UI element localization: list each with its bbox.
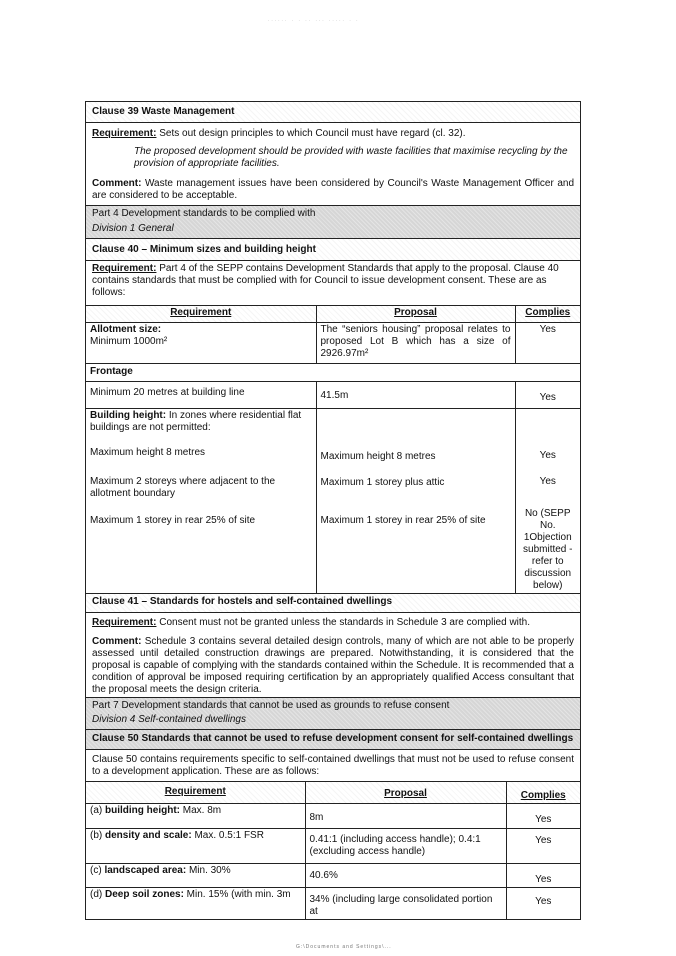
clause-40-standards-table (86, 306, 580, 594)
comment-text: Waste management issues have been considered by Council's Waste Management Officer and are considered to be acceptable. (92, 178, 574, 201)
table-row: (c) landscaped area: Min. 30% 40.6% Yes (86, 864, 580, 888)
table-row (86, 364, 580, 382)
clause-50-standards-table (86, 782, 580, 919)
col-header-complies: Complies (515, 306, 580, 323)
clause-41-body (86, 613, 580, 698)
requirement-text: Part 4 of the SEPP contains Development Standards that apply to the proposal. Clause 40 contains standards that must be complied with for Council to issue development consent. These are as follows: (92, 263, 559, 298)
height-prop-2: Maximum 1 storey plus attic (320, 477, 445, 488)
col-header-requirement: Requirement (86, 782, 305, 804)
height-complies-2: Yes (539, 476, 556, 487)
table-row (86, 382, 580, 409)
table-row (86, 409, 580, 594)
allotment-complies: Yes (515, 323, 580, 364)
frontage-requirement: Minimum 20 metres at building line (86, 382, 316, 409)
table-row: (d) Deep soil zones: Min. 15% (with min. 3m 34% (including large consolidated portion at Yes (86, 888, 580, 920)
part-7-division: Division 4 Self-contained dwellings (92, 714, 246, 725)
table-row: (a) building height: Max. 8m 8m Yes (86, 804, 580, 829)
frontage-complies: Yes (515, 382, 580, 409)
part-4-title: Part 4 Development standards to be complied with (92, 208, 316, 219)
comment-text: Schedule 3 contains several detailed design controls, many of which are not able to be properly assessed until detailed construction drawings are prepared. Notwithstanding, it is considered that the proposal is capable of complying with the standards contained within the Schedule. It is recommended that a condition of approval be imposed requiring certification by an appropriately qualified Access consultant that the proposal meets the design criteria. (92, 636, 574, 695)
height-req-2: Maximum 2 storeys where adjacent to the allotment boundary (90, 476, 276, 499)
requirement-label: Requirement: (92, 128, 157, 139)
requirement-text: Sets out design principles to which Council must have regard (cl. 32). (156, 128, 466, 139)
col-header-proposal: Proposal (305, 782, 506, 804)
part-4-banner (86, 206, 580, 239)
building-height-intro: In zones where residential flat buildings are not permitted: (90, 410, 302, 433)
building-height-label: Building height: (90, 410, 167, 421)
comment-label: Comment: (92, 636, 142, 647)
allotment-proposal: The “seniors housing” proposal relates to proposed Lot B which has a size of 2926.97m² (316, 323, 515, 364)
col-header-requirement: Requirement (86, 306, 316, 323)
table-row (86, 323, 580, 364)
table-row: (b) density and scale: Max. 0.5:1 FSR 0.41:1 (including access handle); 0.4:1 (excluding access handle) Yes (86, 829, 580, 864)
frontage-proposal: 41.5m (316, 382, 515, 409)
clause-50-intro: Clause 50 contains requirements specific to self-contained dwellings that must not be used to refuse consent to a development application. These are as follows: (86, 750, 580, 782)
page-footer: G:\Documents and Settings\... (296, 944, 392, 950)
col-header-complies: Complies (506, 782, 580, 804)
height-complies-1: Yes (539, 450, 556, 461)
clause-40-heading (86, 239, 580, 261)
allotment-requirement: Minimum 1000m² (90, 336, 168, 347)
height-req-3: Maximum 1 storey in rear 25% of site (90, 515, 256, 526)
col-header-proposal: Proposal (316, 306, 515, 323)
clause-41-heading (86, 594, 580, 613)
scan-header-noise: ...... . . .. ... ..... . . (268, 17, 360, 23)
clause-50-title: Clause 50 Standards that cannot be used to refuse development consent for self-contained dwellings (92, 733, 574, 744)
height-complies-3: No (SEPP No. 1Objection submitted - refer to discussion below) (523, 508, 573, 591)
part-7-banner (86, 698, 580, 730)
clause-50-heading (86, 730, 580, 750)
clause-40-requirement (86, 261, 580, 306)
clause-39-title: Clause 39 Waste Management (92, 106, 235, 117)
requirement-text: Consent must not be granted unless the standards in Schedule 3 are complied with. (156, 617, 531, 628)
height-req-1: Maximum height 8 metres (90, 447, 206, 458)
part-4-division: Division 1 General (92, 223, 174, 234)
assessment-table (85, 101, 581, 920)
height-prop-3: Maximum 1 storey in rear 25% of site (320, 515, 486, 526)
frontage-label: Frontage (86, 364, 580, 382)
clause-39-heading (86, 102, 580, 123)
clause-39-body (86, 123, 580, 206)
clause-40-title: Clause 40 – Minimum sizes and building height (92, 244, 316, 255)
requirement-label: Requirement: (92, 617, 157, 628)
allotment-label: Allotment size: (90, 324, 162, 335)
clause-41-title: Clause 41 – Standards for hostels and self-contained dwellings (92, 596, 393, 607)
part-7-title: Part 7 Development standards that cannot be used as grounds to refuse consent (92, 700, 450, 711)
comment-label: Comment: (92, 178, 142, 189)
height-prop-1: Maximum height 8 metres (320, 451, 436, 462)
quoted-principle: The proposed development should be provided with waste facilities that maximise recycling by the provision of appropriate facilities. (134, 146, 568, 169)
requirement-label: Requirement: (92, 263, 157, 274)
